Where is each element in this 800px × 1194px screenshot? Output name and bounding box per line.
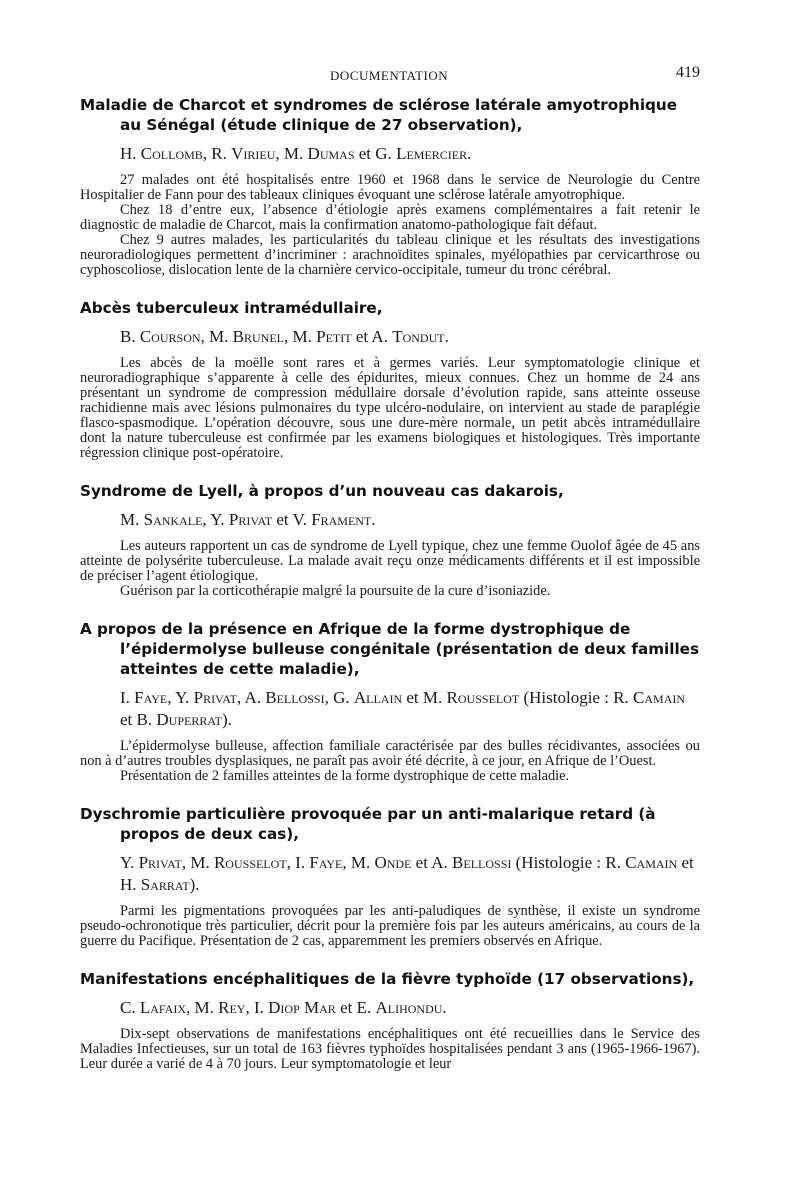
author-initial: R.: [613, 688, 629, 707]
author-surname: Collomb: [140, 144, 203, 163]
author-initial: M.: [422, 688, 443, 707]
authors-note-suffix: ).: [222, 710, 232, 729]
article: [80, 619, 700, 784]
article-authors: M. Sankale, Y. Privat et V. Frament.: [120, 510, 376, 529]
author-initial: H.: [120, 875, 137, 894]
author-initial: R.: [211, 144, 227, 163]
author-surname: Bellossi: [265, 688, 325, 707]
abstract-paragraph: Présentation de 2 familles atteintes de la forme dystrophique de cette maladie.: [120, 768, 570, 784]
author-initial: C.: [120, 998, 136, 1017]
author-surname: Privat: [228, 510, 273, 529]
article-title: Manifestations encéphalitiques de la fièvre typhoïde (17 observations),: [80, 970, 695, 988]
article-title: A propos de la présence en Afrique de la forme dystrophique de l’épidermolyse bulleuse congénitale (présentation de deux familles atteintes de cette maladie),: [80, 620, 700, 678]
authors-note-prefix: (Histologie :: [523, 688, 614, 707]
author-surname: Duperrat: [156, 710, 222, 729]
abstract-paragraph: Les abcès de la moëlle sont rares et à germes variés. Leur symptomatologie clinique et neuroradiographique s’apparente à celle des épidurites, mieux connues. Chez un homme de 24 ans présentant un syndrome de compression médullaire dorsale d’évolution rapide, sans atteinte osseuse rachidienne mais avec lésions pulmonaires du type ulcéro-nodulaire, on intervient au stade de paraplégie flasco-spasmodique. L’opération découvre, sous une dure-mère normale, un petit abcès intramédullaire dont la nature tuberculeuse est confirmée par les examens biologiques et histologiques. Très importante régression clinique post-opératoire.: [80, 355, 700, 461]
running-head: DOCUMENTATION: [330, 68, 449, 83]
article-authors: H. Collomb, R. Virieu, M. Dumas et G. Lemercier.: [120, 144, 472, 163]
page-header: [80, 64, 700, 88]
author-surname: Tondut: [392, 327, 445, 346]
author-surname: Petit: [316, 327, 352, 346]
abstract-paragraph: Parmi les pigmentations provoquées par les anti-paludiques de synthèse, il existe un syndrome pseudo-ochronotique très particulier, décrit pour la première fois par les auteurs américains, au cours de la guerre du Pacifique. Présentation de 2 cas, apparemment les premiers observés en Afrique.: [80, 903, 700, 949]
author-surname: Diop Mar: [268, 998, 336, 1017]
article-authors: Y. Privat, M. Rousselot, I. Faye, M. Onde et A. Bellossi (Histologie : R. Camain et H. Sarrat).: [120, 853, 694, 894]
article-title: Abcès tuberculeux intramédullaire,: [80, 299, 383, 317]
article: [80, 298, 700, 461]
abstract-paragraph: Chez 18 d’entre eux, l’absence d’étiologie après examens complémentaires a fait retenir le diagnostic de maladie de Charcot, mais la confirmation anatomo-pathologique fait défaut.: [80, 202, 700, 233]
author-initial: M.: [350, 853, 371, 872]
author-surname: Alihondu: [375, 998, 443, 1017]
author-initial: V.: [292, 510, 307, 529]
author-initial: G.: [333, 688, 350, 707]
abstract-paragraph: 27 malades ont été hospitalisés entre 1960 et 1968 dans le service de Neurologie du Centre Hospitalier de Fann pour des tableaux cliniques évoquant une sclérose latérale amyotrophique.: [80, 172, 700, 203]
article-list: [80, 95, 700, 1092]
article-title: Maladie de Charcot et syndromes de sclérose latérale amyotrophique au Sénégal (étude clinique de 27 observation),: [80, 96, 678, 134]
author-initial: I.: [120, 688, 130, 707]
abstract-paragraph: Les auteurs rapportent un cas de syndrome de Lyell typique, chez une femme Ouolof âgée de 45 ans atteinte de polysérite tuberculeuse. La malade avait reçu onze médicaments différents et il est impossible de préciser l’agent étiologique.: [80, 538, 700, 584]
author-surname: Dumas: [307, 144, 355, 163]
author-initial: A.: [371, 327, 388, 346]
abstract-paragraph: Dix-sept observations de manifestations encéphalitiques ont été recueillies dans le Service des Maladies Infectieuses, sur un total de 163 fièvres typhoïdes hospitalisées pendant 3 ans (1965-1966-1967). Leur durée a varié de 4 à 70 jours. Leur symptomatologie et leur: [80, 1026, 700, 1072]
author-initial: A.: [431, 853, 448, 872]
abstract-paragraph: Guérison par la corticothérapie malgré la poursuite de la cure d’isoniazide.: [120, 583, 551, 599]
author-initial: B.: [136, 710, 153, 729]
author-initial: A.: [244, 688, 261, 707]
page-number: 419: [676, 64, 700, 81]
author-surname: Sarrat: [140, 875, 190, 894]
author-initial: E.: [356, 998, 372, 1017]
article-authors: C. Lafaix, M. Rey, I. Diop Mar et E. Alihondu.: [120, 998, 447, 1017]
author-surname: Allain: [353, 688, 403, 707]
author-surname: Rey: [218, 998, 246, 1017]
author-surname: Bellossi: [452, 853, 512, 872]
author-initial: M.: [292, 327, 312, 346]
author-initial: Y.: [210, 510, 225, 529]
article: [80, 481, 700, 599]
author-surname: Brunel: [232, 327, 284, 346]
author-surname: Courson: [139, 327, 201, 346]
author-surname: Frament: [311, 510, 372, 529]
author-initial: R.: [605, 853, 621, 872]
article-authors: I. Faye, Y. Privat, A. Bellossi, G. Allain et M. Rousselot (Histologie : R. Camain et B. Duperrat).: [120, 688, 686, 729]
author-surname: Rousselot: [446, 688, 520, 707]
article: [80, 804, 700, 949]
abstract-paragraph: L’épidermolyse bulleuse, affection familiale caractérisée par des bulles récidivantes, associées ou non à d’autres troubles dysplasiques, ne paraît pas avoir été décrite, à ce jour, en Afrique de l’Ouest.: [80, 738, 700, 769]
author-initial: M.: [283, 144, 304, 163]
author-initial: I.: [253, 998, 264, 1017]
author-initial: M.: [120, 510, 140, 529]
article-title: Dyschromie particulière provoquée par un anti-malarique retard (à propos de deux cas),: [80, 805, 656, 843]
author-initial: Y.: [175, 688, 190, 707]
author-surname: Privat: [193, 688, 237, 707]
author-surname: Lafaix: [139, 998, 187, 1017]
author-surname: Rousselot: [213, 853, 287, 872]
author-initial: M.: [194, 998, 214, 1017]
author-initial: M.: [209, 327, 229, 346]
article: [80, 969, 700, 1072]
author-surname: Privat: [138, 853, 182, 872]
author-initial: G.: [375, 144, 392, 163]
article-title: Syndrome de Lyell, à propos d’un nouveau cas dakarois,: [80, 482, 564, 500]
author-surname: Sankale: [143, 510, 203, 529]
author-surname: Faye: [309, 853, 343, 872]
author-surname: Faye: [134, 688, 168, 707]
article: [80, 95, 700, 278]
author-initial: M.: [190, 853, 210, 872]
author-surname: Virieu: [231, 144, 276, 163]
authors-note-prefix: (Histologie :: [515, 853, 606, 872]
abstract-paragraph: Chez 9 autres malades, les particularités du tableau clinique et les résultats des investigations neuroradiologiques permettent d’incriminer : arachnoïdites spinales, myélopathies par cervicarthrose ou cyphoscoliose, dislocation lente de la charnière cervico-occipitale, tumeur du tronc cérébral.: [80, 232, 700, 278]
author-surname: Camain: [633, 688, 686, 707]
article-authors: B. Courson, M. Brunel, M. Petit et A. Tondut.: [120, 327, 449, 346]
author-surname: Onde: [374, 853, 412, 872]
author-surname: Lemercier: [396, 144, 468, 163]
author-initial: Y.: [120, 853, 135, 872]
author-initial: B.: [120, 327, 136, 346]
author-initial: H.: [120, 144, 137, 163]
author-surname: Camain: [625, 853, 678, 872]
author-initial: I.: [295, 853, 306, 872]
authors-note-suffix: ).: [189, 875, 200, 894]
